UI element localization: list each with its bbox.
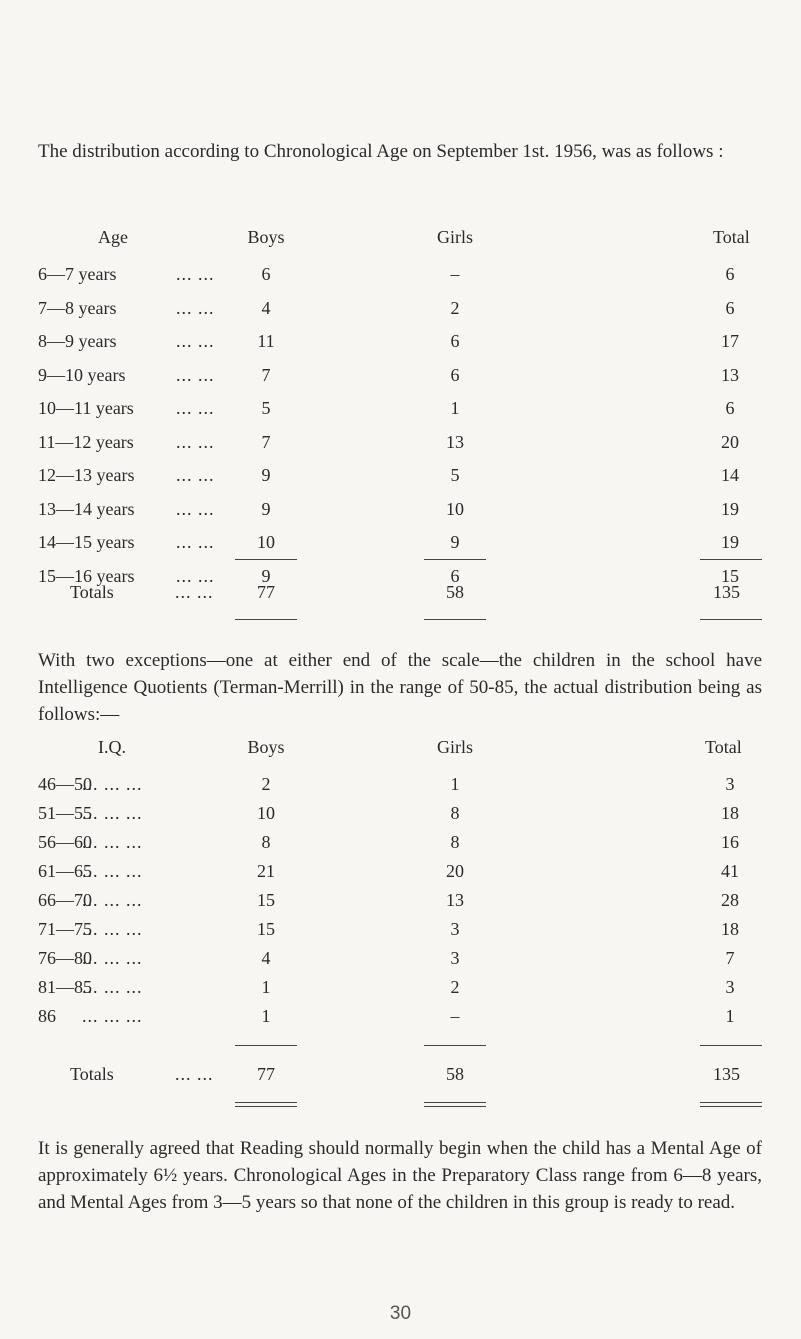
boys-cell: 9 xyxy=(261,565,271,586)
leader-dots: ... ... xyxy=(176,465,215,485)
row-label: 10—11 years xyxy=(38,398,134,418)
row-label: 6—7 years xyxy=(38,264,117,284)
age-table-header xyxy=(0,227,801,251)
row-label: 56—60 xyxy=(38,832,92,852)
girls-total: 58 xyxy=(446,582,464,602)
leader-dots: ... ... ... xyxy=(82,919,143,939)
girls-cell: 8 xyxy=(450,832,460,852)
boys-cell: 9 xyxy=(261,465,271,485)
boys-header: Boys xyxy=(247,737,285,757)
leader-dots: ... ... ... xyxy=(82,803,143,823)
leader-dots: ... ... ... xyxy=(82,832,143,852)
table-row xyxy=(0,919,801,943)
girls-cell: 3 xyxy=(450,919,460,939)
total-cell: 13 xyxy=(721,364,739,385)
age-boys-rule-bottom xyxy=(235,619,297,620)
total-cell: 6 xyxy=(725,297,735,318)
girls-header: Girls xyxy=(437,737,473,757)
table-row xyxy=(0,331,801,355)
totals-label: Totals xyxy=(70,1064,114,1084)
leader-dots: ... ... xyxy=(176,532,215,552)
girls-cell: 2 xyxy=(450,297,460,318)
girls-cell: 13 xyxy=(446,431,464,452)
girls-cell: 6 xyxy=(450,364,460,385)
row-label: 81—85 xyxy=(38,977,92,997)
total-cell: 16 xyxy=(721,832,739,852)
age-girls-rule-bottom xyxy=(424,619,486,620)
table-row xyxy=(0,803,801,827)
girls-header: Girls xyxy=(437,227,473,247)
table-row xyxy=(0,465,801,489)
boys-cell: 4 xyxy=(261,297,271,318)
girls-cell: 8 xyxy=(450,803,460,823)
leader-dots: ... ... ... xyxy=(82,977,143,997)
total-cell: 18 xyxy=(721,803,739,823)
leader-dots: ... ... xyxy=(176,398,215,418)
girls-cell: 6 xyxy=(450,331,460,351)
boys-header: Boys xyxy=(247,227,285,247)
total-cell: 7 xyxy=(725,948,735,968)
table-row xyxy=(0,432,801,456)
iq-table-header xyxy=(0,737,801,761)
leader-dots: ... ... xyxy=(176,431,215,452)
row-label: 7—8 years xyxy=(38,297,117,318)
girls-cell: – xyxy=(450,264,460,284)
row-label: 76—80 xyxy=(38,948,92,968)
girls-cell: 2 xyxy=(450,977,460,997)
table-row xyxy=(0,977,801,1001)
girls-cell: 10 xyxy=(446,498,464,519)
total-cell: 19 xyxy=(721,498,739,519)
boys-cell: 11 xyxy=(257,331,275,351)
middle-paragraph: With two exceptions—one at either end of the scale—the children in the school have Intelligence Quotients (Terman-Merrill) in the range of 50-85, the actual distribution being as follows:— xyxy=(38,650,762,725)
iq-total-double-rule xyxy=(700,1102,762,1107)
table-row xyxy=(0,1006,801,1030)
leader-dots: ... ... ... xyxy=(82,1006,143,1026)
boys-cell: 7 xyxy=(261,364,271,385)
total-cell: 14 xyxy=(721,465,739,485)
leader-dots: ... ... ... xyxy=(82,890,143,910)
boys-cell: 10 xyxy=(257,532,275,552)
closing-paragraph: It is generally agreed that Reading should normally begin when the child has a Mental Age of approximately 6½ years. Chronological Ages in the Preparatory Class range from 6—8 years, and Mental Ages from 3—5 years so that none of the children in this group is ready to read. xyxy=(38,1138,762,1213)
leader-dots: ... ... xyxy=(175,1064,214,1084)
boys-cell: 4 xyxy=(261,948,271,968)
row-label: 9—10 years xyxy=(38,364,126,385)
boys-cell: 1 xyxy=(261,1006,271,1026)
intro-paragraph: The distribution according to Chronological Age on September 1st. 1956, was as follows : xyxy=(38,141,724,162)
row-label: 86 xyxy=(38,1006,56,1026)
leader-dots: ... ... ... xyxy=(82,774,143,794)
leader-dots: ... ... xyxy=(176,331,215,351)
boys-cell: 15 xyxy=(257,919,275,939)
boys-cell: 1 xyxy=(261,977,271,997)
iq-boys-rule xyxy=(235,1045,297,1046)
leader-dots: ... ... ... xyxy=(82,861,143,881)
row-label: 61—65 xyxy=(38,861,92,881)
boys-cell: 7 xyxy=(261,431,271,452)
age-total-rule-bottom xyxy=(700,619,762,620)
table-row xyxy=(0,499,801,523)
boys-total: 77 xyxy=(257,582,275,602)
girls-cell: 3 xyxy=(450,948,460,968)
boys-total: 77 xyxy=(257,1064,275,1084)
girls-total: 58 xyxy=(446,1064,464,1084)
boys-cell: 9 xyxy=(261,498,271,519)
age-total-rule xyxy=(700,559,762,560)
iq-girls-double-rule xyxy=(424,1102,486,1107)
total-cell: 20 xyxy=(721,431,739,452)
total-cell: 3 xyxy=(725,977,735,997)
girls-cell: 1 xyxy=(450,774,460,794)
girls-cell: 1 xyxy=(450,398,460,418)
table-row xyxy=(0,398,801,422)
total-cell: 6 xyxy=(725,264,735,284)
iq-girls-rule xyxy=(424,1045,486,1046)
age-header: Age xyxy=(98,227,128,247)
total-cell: 17 xyxy=(721,331,739,351)
total-header: Total xyxy=(713,227,750,247)
row-label: 46—50 xyxy=(38,774,92,794)
table-row xyxy=(0,861,801,885)
age-boys-rule xyxy=(235,559,297,560)
table-row xyxy=(0,774,801,798)
page-number: 30 xyxy=(389,1303,412,1324)
total-cell: 19 xyxy=(721,532,739,552)
total-cell: 1 xyxy=(725,1006,735,1026)
totals-label: Totals xyxy=(70,582,114,602)
iq-total-rule xyxy=(700,1045,762,1046)
total-header: Total xyxy=(705,737,742,757)
boys-cell: 5 xyxy=(261,398,271,418)
boys-cell: 10 xyxy=(257,803,275,823)
girls-cell: – xyxy=(450,1006,460,1026)
row-label: 71—75 xyxy=(38,919,92,939)
row-label: 51—55 xyxy=(38,803,92,823)
girls-cell: 6 xyxy=(450,565,460,586)
total-cell: 15 xyxy=(721,565,739,586)
row-label: 8—9 years xyxy=(38,331,117,351)
girls-cell: 20 xyxy=(446,861,464,881)
boys-cell: 15 xyxy=(257,890,275,910)
leader-dots: ... ... xyxy=(176,565,215,586)
leader-dots: ... ... xyxy=(175,582,214,602)
row-label: 15—16 years xyxy=(38,565,135,586)
boys-cell: 2 xyxy=(261,774,271,794)
total-cell: 18 xyxy=(721,919,739,939)
table-row xyxy=(0,832,801,856)
boys-cell: 6 xyxy=(261,264,271,284)
table-row xyxy=(0,264,801,288)
girls-cell: 5 xyxy=(450,465,460,485)
table-row xyxy=(0,890,801,914)
total-cell: 28 xyxy=(721,890,739,910)
iq-boys-double-rule xyxy=(235,1102,297,1107)
girls-cell: 13 xyxy=(446,890,464,910)
total-cell: 6 xyxy=(725,398,735,418)
row-label: 12—13 years xyxy=(38,465,135,485)
total-cell: 41 xyxy=(721,861,739,881)
leader-dots: ... ... xyxy=(176,498,215,519)
age-girls-rule xyxy=(424,559,486,560)
age-totals-row xyxy=(0,582,801,606)
grand-total: 135 xyxy=(713,582,740,602)
leader-dots: ... ... xyxy=(176,297,215,318)
table-row xyxy=(0,948,801,972)
leader-dots: ... ... xyxy=(176,264,215,284)
iq-header: I.Q. xyxy=(98,737,126,757)
table-row xyxy=(0,532,801,556)
boys-cell: 21 xyxy=(257,861,275,881)
leader-dots: ... ... ... xyxy=(82,948,143,968)
iq-totals-row xyxy=(0,1064,801,1088)
row-label: 13—14 years xyxy=(38,498,135,519)
row-label: 11—12 years xyxy=(38,431,134,452)
leader-dots: ... ... xyxy=(176,364,215,385)
girls-cell: 9 xyxy=(450,532,460,552)
row-label: 66—70 xyxy=(38,890,92,910)
row-label: 14—15 years xyxy=(38,532,135,552)
total-cell: 3 xyxy=(725,774,735,794)
boys-cell: 8 xyxy=(261,832,271,852)
table-row xyxy=(0,298,801,322)
table-row xyxy=(0,365,801,389)
grand-total: 135 xyxy=(713,1064,740,1084)
